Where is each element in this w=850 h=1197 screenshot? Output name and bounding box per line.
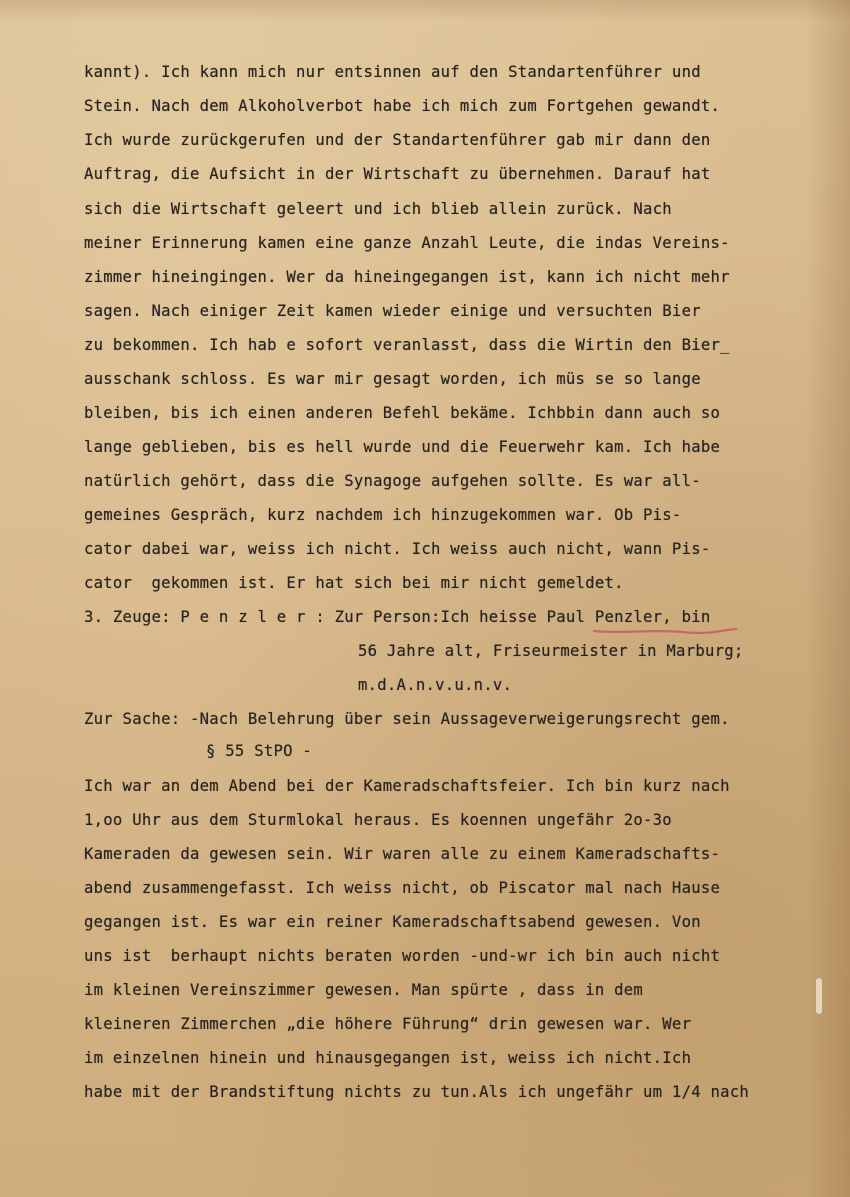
paper-shadow-right [804, 0, 850, 1197]
text-line: Kameraden da gewesen sein. Wir waren alle zu einem Kameradschafts- [84, 845, 721, 863]
text-line: gegangen ist. Es war ein reiner Kameradschaftsabend gewesen. Von [84, 913, 701, 931]
text-line: kannt). Ich kann mich nur entsinnen auf den Standartenführer und [84, 63, 701, 81]
text-line: uns ist berhaupt nichts beraten worden -und-wr ich bin auch nicht [84, 947, 721, 965]
text-line: Auftrag, die Aufsicht in der Wirtschaft zu übernehmen. Darauf hat [84, 165, 711, 183]
paper-shadow-top [0, 0, 850, 22]
text-line: ausschank schloss. Es war mir gesagt worden, ich müs se so lange [84, 370, 701, 388]
handwritten-underline [592, 626, 738, 636]
text-line: natürlich gehört, dass die Synagoge aufgehen sollte. Es war all- [84, 472, 701, 490]
text-line: sich die Wirtschaft geleert und ich blieb allein zurück. Nach [84, 200, 672, 218]
text-line: 1,oo Uhr aus dem Sturmlokal heraus. Es koennen ungefähr 2o-3o [84, 811, 672, 829]
text-line: meiner Erinnerung kamen eine ganze Anzahl Leute, die indas Vereins- [84, 234, 730, 252]
legal-reference: § 55 StPO - [206, 742, 313, 760]
text-line: Ich war an dem Abend bei der Kameradschaftsfeier. Ich bin kurz nach [84, 777, 730, 795]
text-line: zimmer hineingingen. Wer da hineingegangen ist, kann ich nicht mehr [84, 268, 730, 286]
text-line: cator dabei war, weiss ich nicht. Ich weiss auch nicht, wann Pis- [84, 540, 711, 558]
paper-tear [816, 978, 822, 1014]
text-line: im einzelnen hinein und hinausgegangen ist, weiss ich nicht.Ich [84, 1049, 692, 1067]
text-line: Ich wurde zurückgerufen und der Standartenführer gab mir dann den [84, 131, 711, 149]
text-line: zu bekommen. Ich hab e sofort veranlasst, dass die Wirtin den Bier_ [84, 336, 730, 354]
witness-heading: 3. Zeuge: P e n z l e r : Zur Person:Ich heisse Paul Penzler, bin [84, 608, 711, 626]
text-line: abend zusammengefasst. Ich weiss nicht, ob Piscator mal nach Hause [84, 879, 721, 897]
text-line: cator gekommen ist. Er hat sich bei mir nicht gemeldet. [84, 574, 624, 592]
subject-heading: Zur Sache: -Nach Belehrung über sein Aussageverweigerungsrecht gem. [84, 710, 730, 728]
witness-abbrev: m.d.A.n.v.u.n.v. [358, 676, 513, 694]
text-line: bleiben, bis ich einen anderen Befehl bekäme. Ichbbin dann auch so [84, 404, 721, 422]
text-line: Stein. Nach dem Alkoholverbot habe ich mich zum Fortgehen gewandt. [84, 97, 721, 115]
text-line: kleineren Zimmerchen „die höhere Führung“ drin gewesen war. Wer [84, 1015, 692, 1033]
witness-details: 56 Jahre alt, Friseurmeister in Marburg; [358, 642, 744, 660]
text-line: habe mit der Brandstiftung nichts zu tun.Als ich ungefähr um 1/4 nach [84, 1083, 750, 1101]
text-line: sagen. Nach einiger Zeit kamen wieder einige und versuchten Bier [84, 302, 701, 320]
text-line: lange geblieben, bis es hell wurde und die Feuerwehr kam. Ich habe [84, 438, 721, 456]
text-line: im kleinen Vereinszimmer gewesen. Man spürte , dass in dem [84, 981, 644, 999]
text-line: gemeines Gespräch, kurz nachdem ich hinzugekommen war. Ob Pis- [84, 506, 682, 524]
